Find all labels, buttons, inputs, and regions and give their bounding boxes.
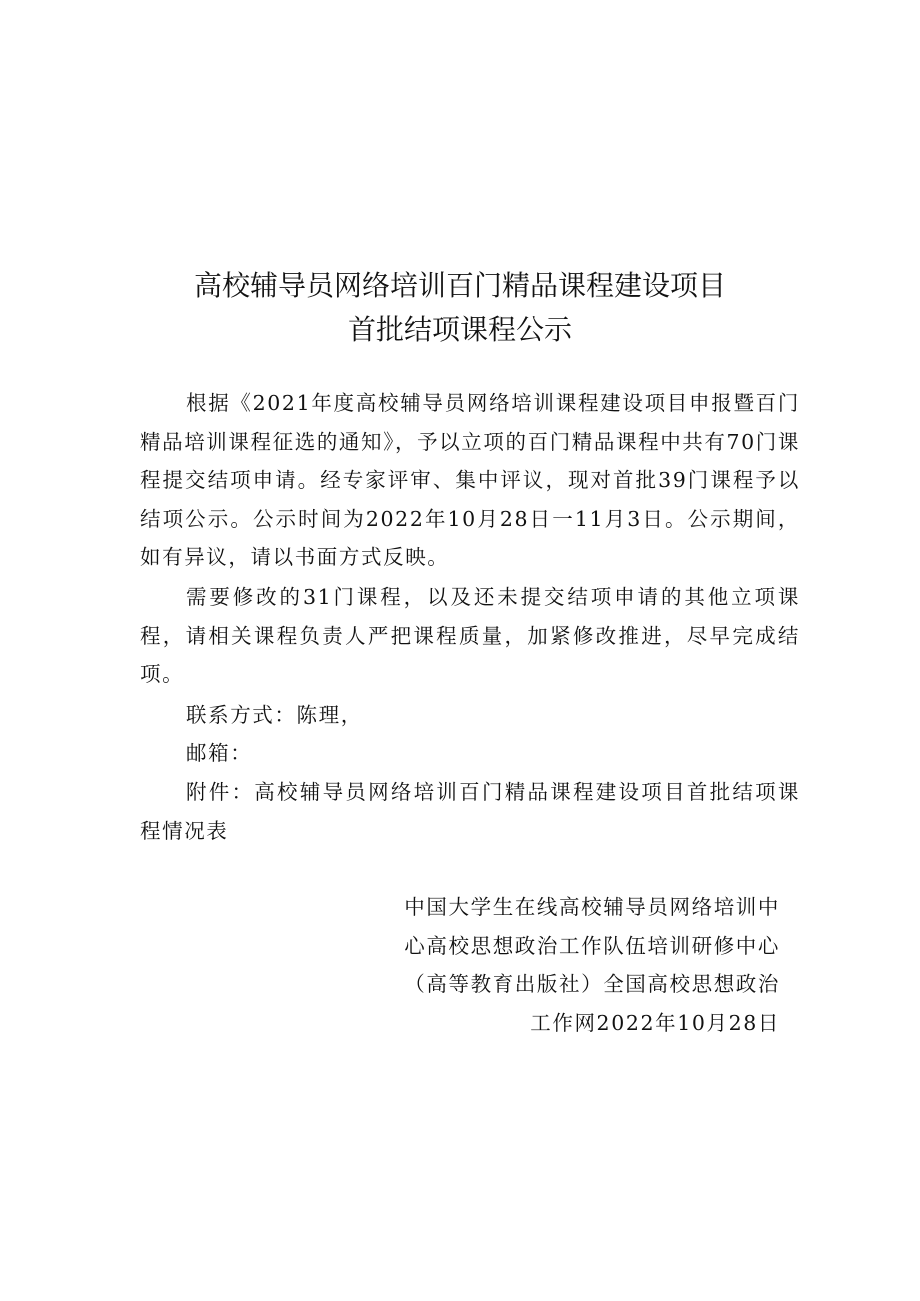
document-title-line1: 高校辅导员网络培训百门精品课程建设项目 [193, 269, 726, 302]
document-title-line2: 首批结项课程公示 [347, 313, 572, 346]
issuer-signature [380, 888, 780, 1042]
body-paragraph-announcement: 根据《2021年度高校辅导员网络培训课程建设项目申报暨百门精品培训课程征选的通知》，予以立项的百门精品课程中共有70门课程提交结项申请。经专家评审、集中评议，现对首批39门课程予以结项公示。公示时间为2022年10月28日一11月3日。公示期间，如有异议，请以书面方式反映。 [140, 391, 800, 569]
signature-line: 工作网2022年10月28日 [530, 1010, 780, 1035]
attachment-note: 附件：高校辅导员网络培训百门精品课程建设项目首批结项课程情况表 [140, 780, 800, 843]
email-info: 邮箱： [186, 741, 253, 765]
signature-line: 中国大学生在线高校辅导员网络培训中 [404, 895, 780, 919]
signature-line: 心高校思想政治工作队伍培训研修中心 [404, 933, 780, 958]
signature-line: （高等教育出版社）全国高校思想政治 [404, 972, 780, 996]
body-paragraph-revision: 需要修改的31门课程，以及还未提交结项申请的其他立项课程，请相关课程负责人严把课程质量，加紧修改推进，尽早完成结项。 [140, 585, 800, 686]
contact-info: 联系方式：陈理， [186, 703, 363, 727]
